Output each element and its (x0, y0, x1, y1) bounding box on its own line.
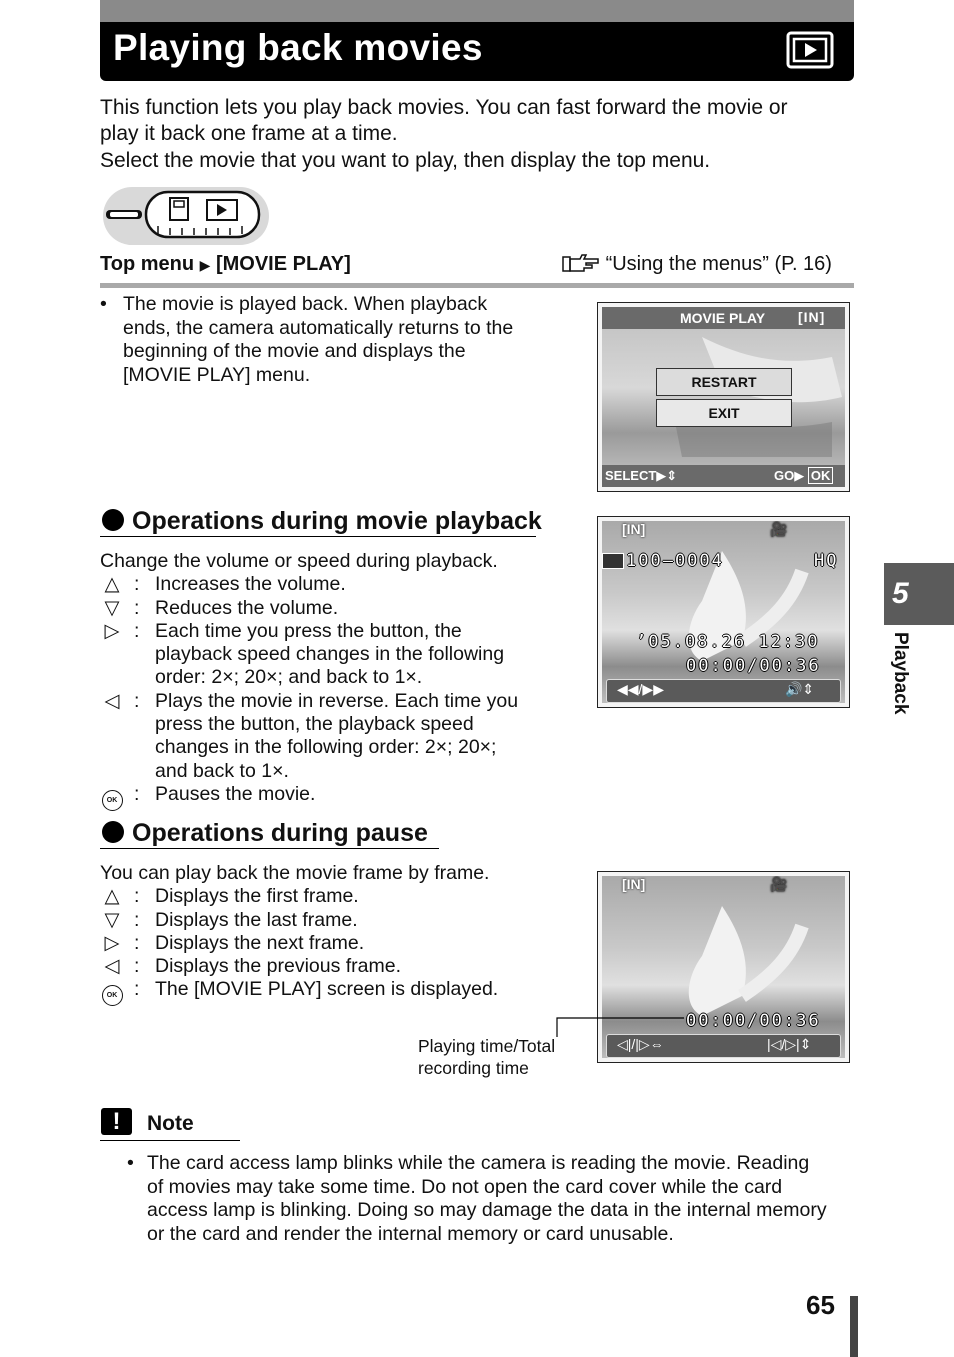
note-bullet (127, 1152, 857, 1246)
op-text: press the button, the playback speed (155, 713, 474, 736)
callout-line (556, 1017, 686, 1037)
op-text: Displays the last frame. (155, 908, 358, 931)
op-text: order: 2×; 20×; and back to 1×. (155, 666, 423, 689)
volume-icon: 🔊⇕ (785, 681, 815, 697)
down-arrow-icon: ▽ (104, 908, 120, 931)
bullet-line: The movie is played back. When playback (123, 293, 488, 315)
intro-line-3: Select the movie that you want to play, then display the top menu. (100, 149, 711, 172)
bullet-line: beginning of the movie and displays the (123, 340, 466, 362)
section-intro: You can play back the movie frame by frame. (100, 862, 490, 884)
op-row: △ : Displays the first frame. (100, 885, 570, 908)
memory-badge: [IN] (622, 876, 646, 892)
op-text: Displays the next frame. (155, 931, 365, 954)
op-text: Each time you press the button, the (155, 619, 462, 642)
intro-line-2: play it back one frame at a time. (100, 122, 398, 145)
menu-reference (562, 253, 832, 276)
section-underline (100, 848, 439, 849)
menu-divider (100, 283, 854, 288)
bullet-circle-icon (102, 509, 124, 531)
pause-operations (100, 862, 570, 1002)
playback-bullet (100, 293, 560, 387)
op-text: playback speed changes in the following (155, 643, 505, 666)
up-arrow-icon: △ (104, 573, 120, 596)
first-last-frame-icon: |◁/▷|⇕ (767, 1036, 812, 1052)
title-stripe (100, 0, 854, 22)
note-line: The card access lamp blinks while the camera is reading the movie. Reading (147, 1152, 810, 1174)
menu-arrow-icon: ▶ (199, 257, 211, 273)
memory-badge: [IN] (798, 309, 826, 325)
chapter-label: Playback (890, 632, 911, 715)
op-text: Pauses the movie. (155, 782, 316, 805)
callout-text: Playing time/Total (418, 1036, 556, 1056)
ok-button-icon: OK (808, 467, 834, 484)
bullet-dot: • (127, 1152, 134, 1174)
playback-time: 00:00/00:36 (686, 656, 821, 676)
section-heading-pause: Operations during pause (102, 819, 428, 848)
left-arrow-icon: ◁ (104, 689, 120, 712)
op-row: ▽ : Displays the last frame. (100, 909, 570, 932)
op-row: ▷ : Each time you press the button, the playback speed changes in the following order: 2×; 20×; and back to 1×. (100, 620, 570, 690)
section-underline (100, 536, 536, 537)
bullet-line: ends, the camera automatically returns to the (123, 316, 514, 339)
select-label: SELECT▶⇕ (605, 468, 678, 483)
playback-operations (100, 550, 570, 806)
section-heading-playback: Operations during movie playback (102, 507, 542, 536)
frame-step-icon: ◁|/|▷⇔ (617, 1036, 664, 1052)
page-number: 65 (806, 1290, 835, 1320)
op-row: ▽ : Reduces the volume. (100, 597, 570, 620)
playback-control-bar (606, 679, 841, 703)
arrow-icon: ▶⇕ (656, 468, 678, 483)
callout-label (418, 1035, 555, 1079)
file-icon (602, 553, 624, 569)
reference-hand-icon (562, 253, 600, 273)
title-bar (100, 0, 854, 81)
movie-play-screen (597, 302, 850, 492)
movie-mode-icon: 🎥 (770, 521, 788, 537)
section-intro: Change the volume or speed during playback. (100, 550, 498, 572)
page-title: Playing back movies (113, 27, 483, 68)
file-number: 100–0004 (626, 551, 724, 571)
arrow-icon: ▶ (794, 468, 805, 483)
right-arrow-icon: ▷ (104, 619, 120, 642)
callout-text: recording time (418, 1058, 529, 1078)
op-text: Increases the volume. (155, 573, 346, 596)
menu-path (100, 253, 351, 276)
movie-mode-icon: 🎥 (770, 876, 788, 892)
up-arrow-icon: △ (104, 885, 120, 908)
right-arrow-icon: ▷ (104, 931, 120, 954)
down-arrow-icon: ▽ (104, 596, 120, 619)
op-row: ▷ : Displays the next frame. (100, 932, 570, 955)
note-line: of movies may take some time. Do not open the card cover while the card (147, 1175, 783, 1198)
op-text: Displays the previous frame. (155, 955, 402, 978)
recording-datetime: ’05.08.26 12:30 (636, 632, 820, 652)
chapter-tab (884, 563, 954, 625)
op-text: Plays the movie in reverse. Each time you (155, 689, 519, 712)
quality-badge: HQ (814, 551, 839, 571)
op-text: changes in the following order: 2×; 20×; (155, 736, 497, 759)
menu-path-item: [MOVIE PLAY] (215, 253, 351, 275)
go-label: GO▶ OK (774, 468, 833, 484)
intro-line-1: This function lets you play back movies. You can fast forward the movie or (100, 96, 788, 119)
bullet-line: [MOVIE PLAY] menu. (123, 363, 311, 386)
note-underline (100, 1140, 240, 1141)
playback-icon (786, 31, 834, 69)
op-row: ◁ : Plays the movie in reverse. Each time you press the button, the playback speed changes in the following order: 2×; 20×; and back to 1×. (100, 690, 570, 783)
bullet-dot: • (100, 293, 107, 315)
exclamation-icon: ! (101, 1108, 132, 1135)
exit-option[interactable]: EXIT (656, 399, 792, 427)
note-line: access lamp is blinking. Doing so may damage the data in the internal memory (147, 1199, 827, 1221)
memory-badge: [IN] (622, 521, 646, 537)
ok-menu-icon: OK (100, 783, 124, 811)
chapter-number: 5 (892, 577, 909, 610)
mode-dial-icon (102, 186, 270, 246)
restart-option[interactable]: RESTART (656, 368, 792, 396)
note-label: Note (147, 1112, 194, 1135)
playback-time: 00:00/00:36 (686, 1011, 821, 1031)
bullet-circle-icon (102, 821, 124, 843)
menu-reference-text: “Using the menus” (P. 16) (605, 253, 832, 275)
op-row: OK : Pauses the movie. (100, 783, 570, 806)
menu-path-prefix: Top menu (100, 253, 195, 275)
op-text: Reduces the volume. (155, 596, 339, 619)
note-line: or the card and render the internal memory or card unusable. (147, 1222, 674, 1245)
screen-header-title: MOVIE PLAY (680, 310, 766, 326)
op-text: Displays the first frame. (155, 885, 359, 908)
playback-screen (597, 516, 850, 708)
rewind-forward-icon: ◀◀/▶▶ (617, 681, 664, 697)
left-arrow-icon: ◁ (104, 955, 120, 978)
op-row: OK : The [MOVIE PLAY] screen is displayed. (100, 978, 570, 1001)
op-row: ◁ : Displays the previous frame. (100, 955, 570, 978)
op-row: △ : Increases the volume. (100, 573, 570, 596)
pause-control-bar (606, 1034, 841, 1058)
op-text: The [MOVIE PLAY] screen is displayed. (155, 978, 499, 1001)
ok-menu-icon: OK (100, 978, 124, 1006)
op-text: and back to 1×. (155, 759, 289, 782)
page-marker-bar (850, 1296, 858, 1357)
